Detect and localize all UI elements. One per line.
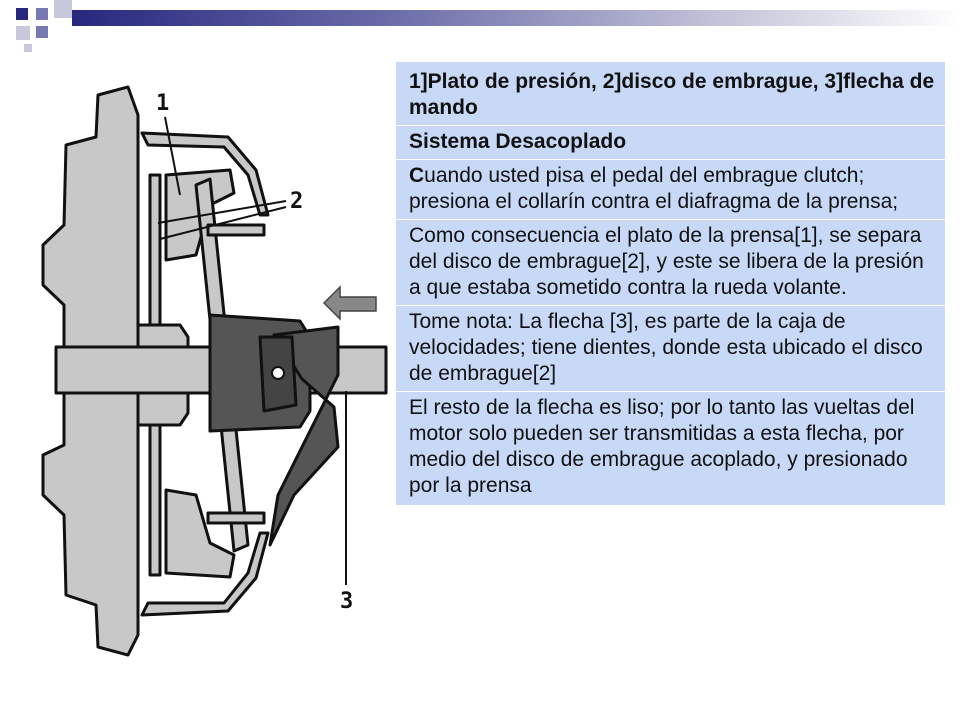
decor-gradient-bar [72,10,960,26]
decor-square-small [24,44,32,52]
table-cell-note: Tome nota: La flecha [3], es parte de la caja de velocidades; tiene dientes, donde esta ubicado el disco de embrague[2] [396,306,945,392]
table-row [396,160,945,220]
decor-square-dark [16,8,28,20]
decor-square-light [54,0,72,18]
table-cell-parts: 1]Plato de presión, 2]disco de embrague, 3]flecha de mando [409,70,935,119]
table-cell-status: Sistema Desacoplado [396,126,945,160]
table-cell-step-1-text: uando usted pisa el pedal del embrague clutch; presiona el collarín contra el diafragma de la prensa; [409,164,899,213]
decor-square-mid [36,8,48,20]
header-decoration [0,0,960,60]
decor-square-light [16,26,30,40]
callout-label-1: 1 [156,91,170,116]
table-row [396,392,945,506]
table-cell-step-2: Como consecuencia el plato de la prensa[1], se separa del disco de embrague[2], y este se libera de la presión a que estaba sometido contra la rueda volante. [396,220,945,306]
table-row [396,126,945,160]
callout-label-3: 3 [340,589,354,614]
table-cell-step-1 [396,160,945,220]
callout-label-2: 2 [290,189,304,214]
clutch-illustration [38,75,400,665]
clutch-cross-section-icon [38,75,400,665]
decor-square-mid [36,26,48,38]
table-row [396,220,945,306]
table-cell-lead-letter: C [409,164,425,187]
table-cell-conclusion: El resto de la flecha es liso; por lo tanto las vueltas del motor solo pueden ser transmitidas a esta flecha, por medio del disco de embrague acoplado, y presionado por la prensa [396,392,945,506]
table-row [396,62,945,126]
description-table [396,62,945,505]
table-row [396,306,945,392]
